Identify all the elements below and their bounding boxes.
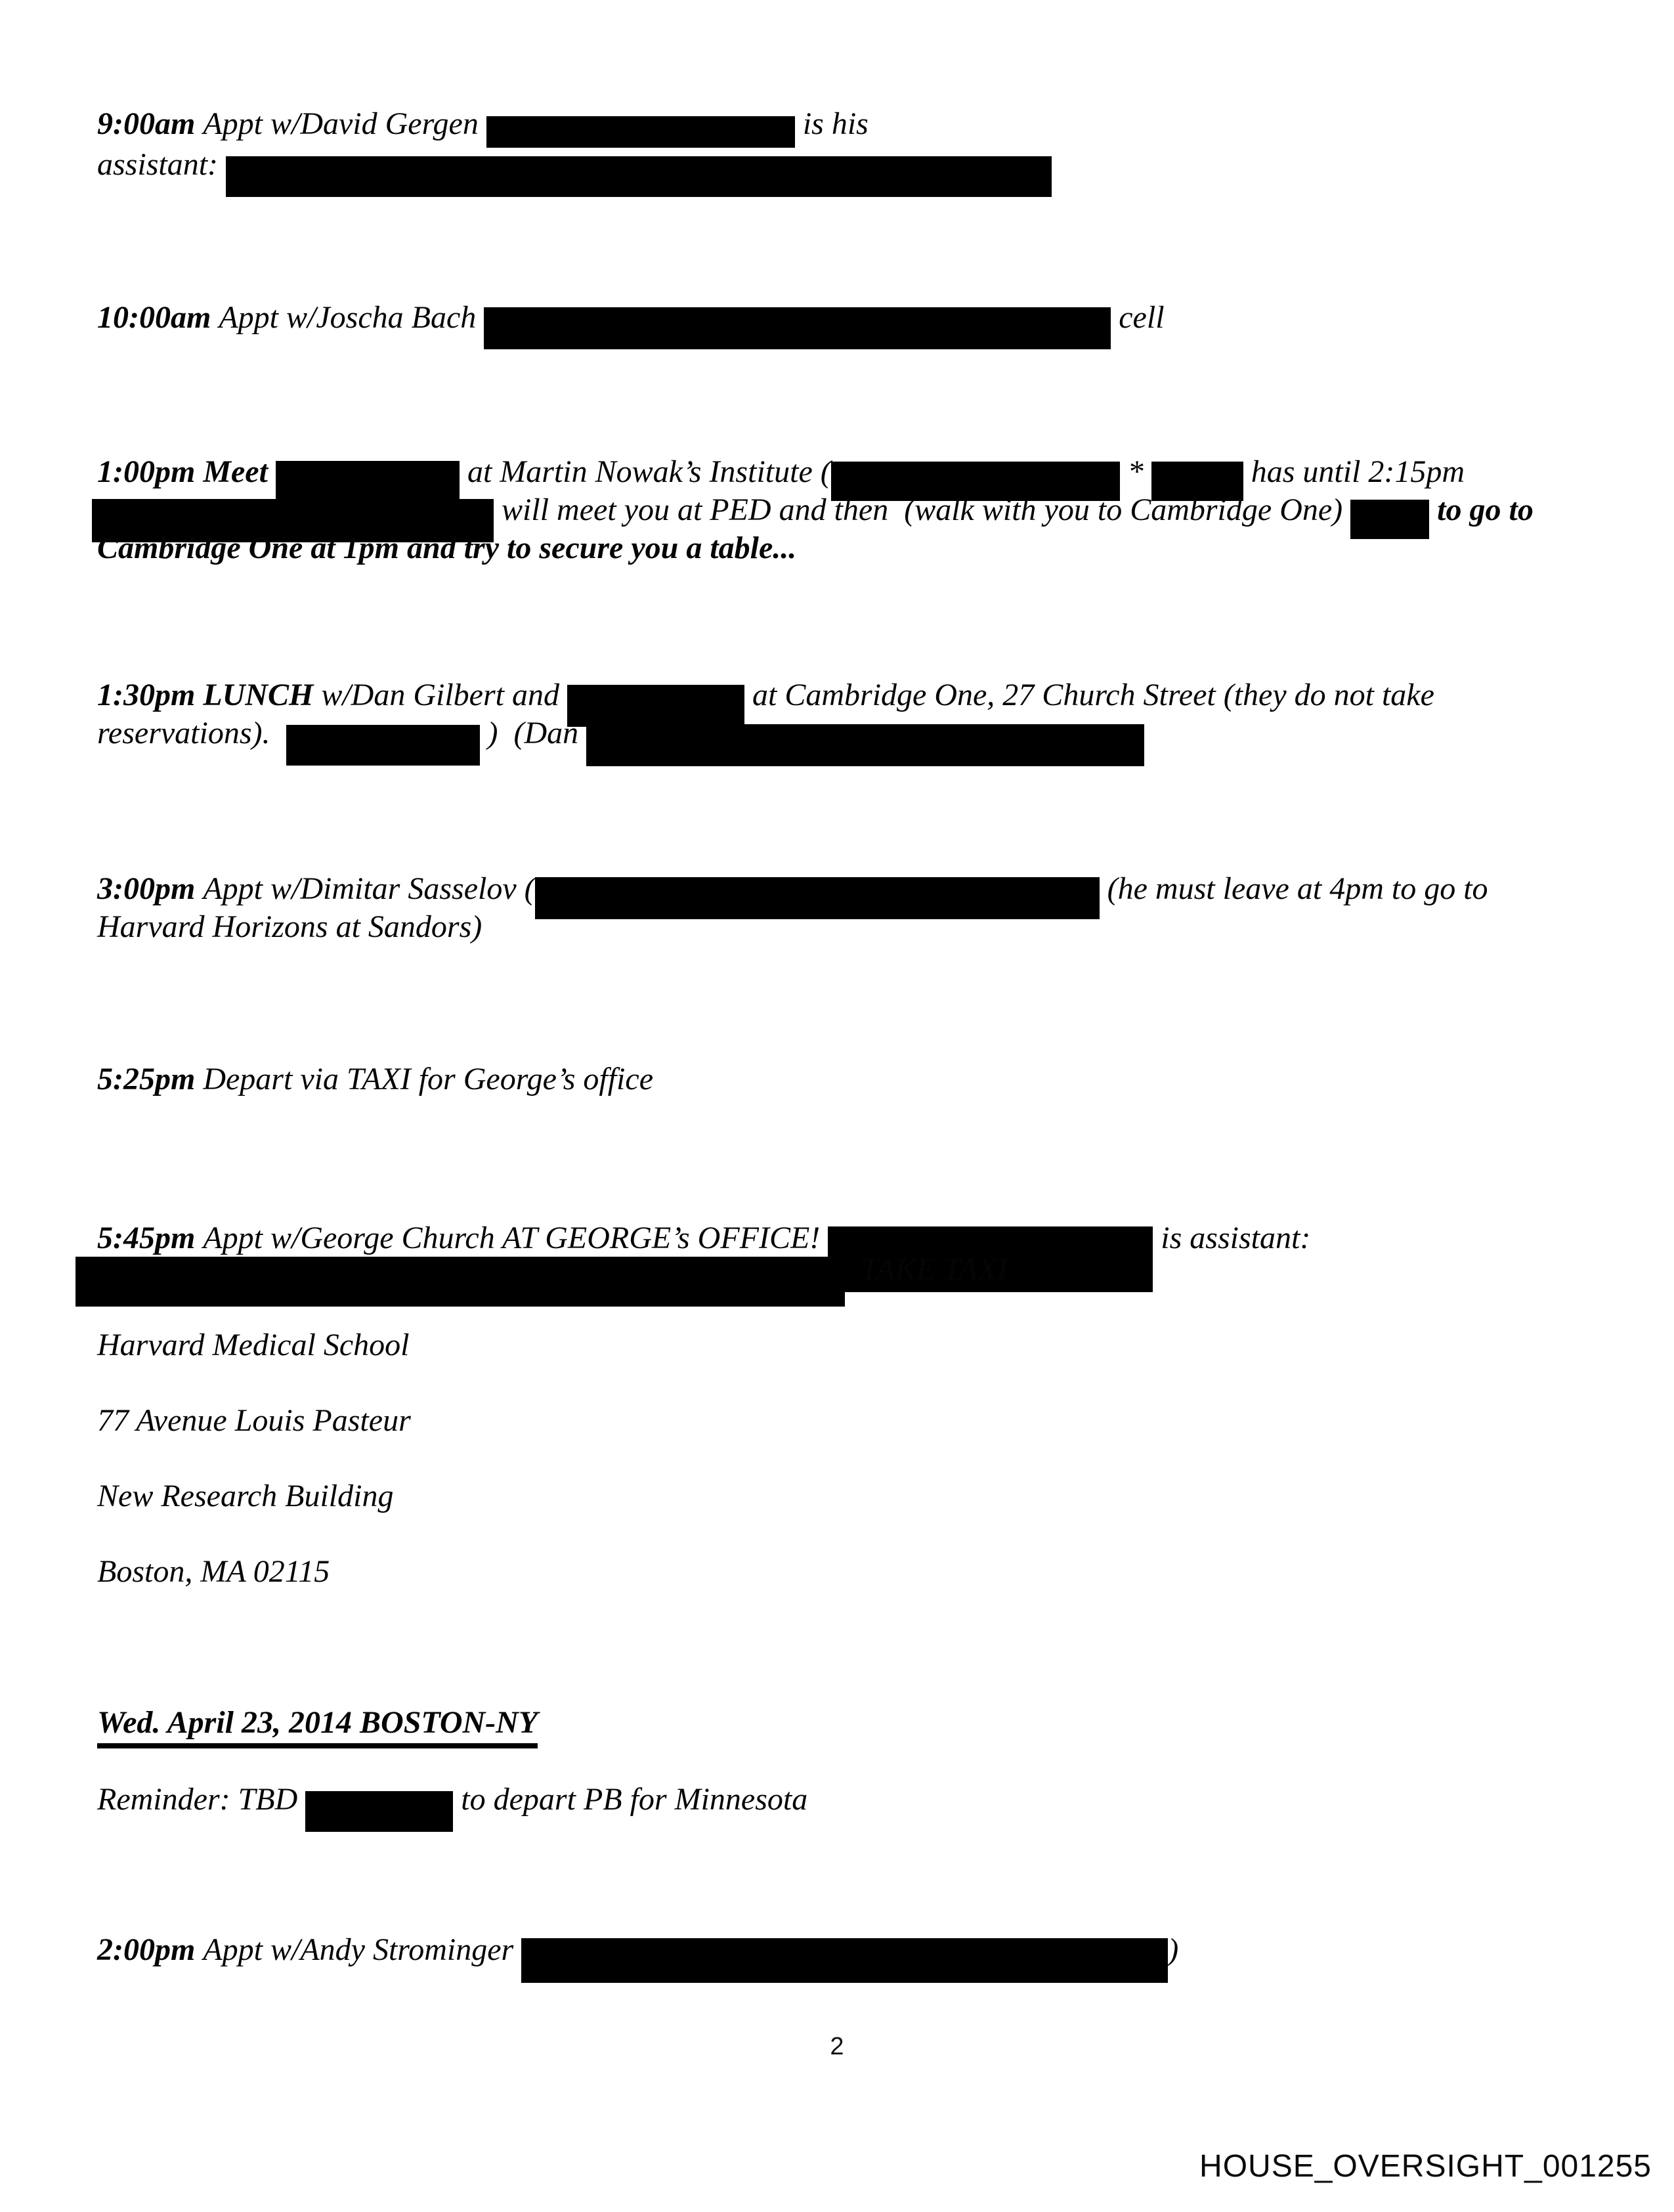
text-run: Appt w/Andy Strominger (203, 1932, 522, 1968)
text-run: (he must leave at 4pm to go to (1099, 871, 1488, 906)
bates-stamp: HOUSE_OVERSIGHT_001255 (1199, 2149, 1652, 2184)
text-run: ) (1168, 1932, 1179, 1968)
document-line (97, 105, 869, 143)
document-line (97, 529, 796, 567)
document-line (97, 453, 1465, 495)
redaction-bar (586, 724, 1144, 766)
document-line (97, 1402, 411, 1440)
redaction-bar (521, 1938, 1168, 1983)
text-run: 10:00am (97, 300, 219, 335)
text-run: reservations). (97, 716, 286, 750)
document-line (97, 1704, 538, 1742)
redaction-bar (305, 1791, 453, 1832)
document-line (97, 714, 1144, 757)
text-run: at Cambridge One, 27 Church Street (they do not take (744, 678, 1434, 712)
text-run: Harvard Horizons at Sandors) (97, 909, 483, 944)
redaction-bar (486, 116, 795, 148)
text-run: 77 Avenue Louis Pasteur (97, 1403, 411, 1438)
text-run: w/Dan Gilbert and (321, 678, 567, 712)
document-line (97, 1930, 1178, 1975)
document-line (97, 1060, 653, 1098)
text-run: will meet you at PED and then (walk with you to Cambridge One) (494, 492, 1351, 528)
redaction-bar (535, 877, 1100, 919)
text-run: is his (794, 106, 869, 141)
text-run: Appt w/Joscha Bach (219, 300, 484, 335)
redaction-bar (226, 156, 1052, 197)
redaction-bar (75, 1257, 845, 1307)
text-run: Harvard Medical School (97, 1328, 410, 1362)
text-run: to go to (1429, 492, 1534, 528)
document-line (97, 1477, 393, 1515)
document-line (97, 1781, 807, 1823)
document-line (97, 1553, 330, 1591)
text-run: 1:30pm LUNCH (97, 678, 322, 712)
text-run: is assistant: (1153, 1221, 1311, 1256)
text-run: 2:00pm (97, 1932, 204, 1968)
text-run: to depart PB for Minnesota (453, 1782, 808, 1817)
page-number: 2 (830, 2033, 844, 2060)
document-line (92, 491, 1534, 534)
text-run: Depart via TAXI for George’s office (203, 1062, 653, 1096)
document-line (97, 676, 1434, 719)
text-run: Cambridge One at 1pm and try to secure you a table... (97, 531, 797, 565)
redaction-bar (1350, 500, 1429, 539)
text-run: 5:25pm (97, 1062, 204, 1096)
text-run: has until 2:15pm (1243, 454, 1465, 489)
text-run: assistant: (97, 147, 226, 182)
document-line (97, 908, 482, 946)
text-run: * (1119, 454, 1151, 489)
redaction-bar (484, 307, 1111, 349)
text-run: Boston, MA 02115 (97, 1554, 330, 1589)
text-run: Appt w/George Church AT GEORGE’s OFFICE! (203, 1221, 828, 1256)
text-run: 1:00pm Meet (97, 454, 276, 489)
text-run: ) (Dan (479, 716, 587, 750)
text-run: 9:00am (97, 106, 204, 141)
document-line (97, 1326, 409, 1364)
text-run: 5:45pm (97, 1221, 204, 1256)
text-run: New Research Building (97, 1479, 394, 1513)
text-run: Appt w/Dimitar Sasselov ( (203, 871, 535, 906)
document-line (97, 299, 1165, 341)
text-run: 3:00pm (97, 871, 204, 906)
redaction-bar (286, 725, 480, 766)
document-line (75, 1247, 1008, 1297)
text-run: at Martin Nowak’s Institute ( (459, 454, 831, 489)
text-run: Reminder: TBD (97, 1782, 306, 1817)
text-run: Appt w/David Gergen (203, 106, 486, 141)
document-line (97, 870, 1488, 913)
text-run: Wed. April 23, 2014 BOSTON-NY (97, 1705, 538, 1748)
text-run: TAKE TAXI (845, 1252, 1008, 1288)
text-run: cell (1111, 300, 1165, 335)
document-line (97, 146, 1052, 188)
